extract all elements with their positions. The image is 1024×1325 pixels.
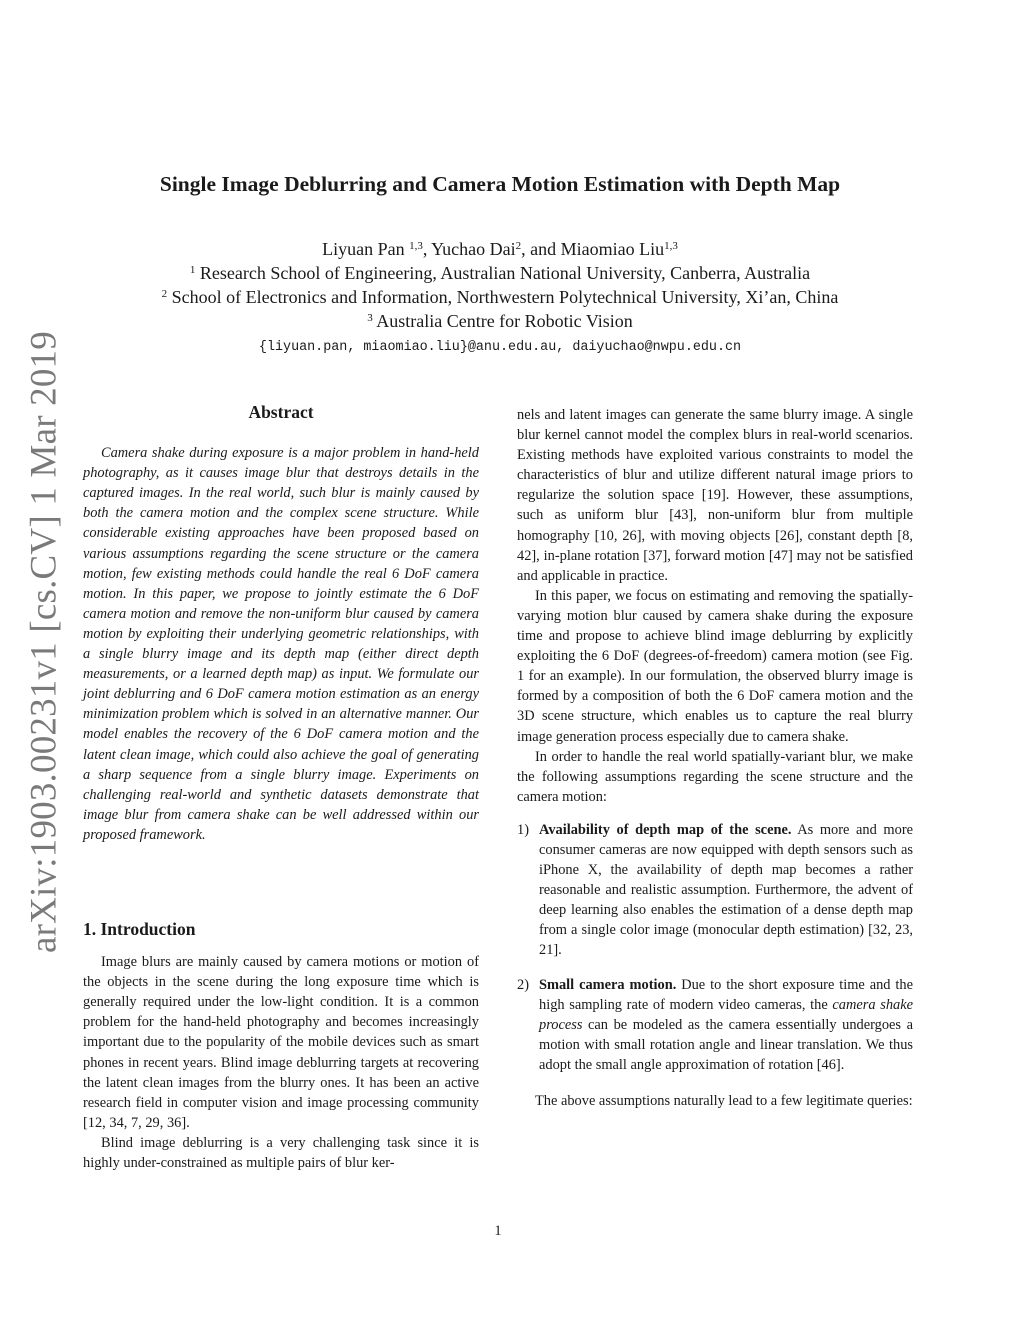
affiliation-mark: 1 (189, 264, 196, 276)
paper-title: Single Image Deblurring and Camera Motion Estimation with Depth Map (159, 172, 841, 196)
body-paragraph: In order to handle the real world spatially-variant blur, we make the following assumptions regarding the scene structure and the camera motion: (517, 748, 913, 805)
affiliation-mark: 3 (367, 312, 373, 324)
affiliation-2 (0, 286, 1000, 308)
assumption-list-item (517, 975, 913, 1075)
affiliation-text: Research School of Engineering, Australian National University, Canberra, Australia (195, 263, 811, 283)
body-paragraph: The above assumptions naturally lead to a few legitimate queries: (535, 1093, 913, 1109)
arxiv-stamp-text: arXiv:1903.00231v1 [cs.CV] 1 Mar 2019 (23, 331, 65, 953)
abstract-text: Camera shake during exposure is a major problem in hand-held photography, as it causes image blur that destroys details in the captured images. In the real world, such blur is mainly caused by both the camera motion and the complex scene structure. While considerable existing approaches have been proposed based on various assumptions regarding the scene structure or the camera motion, few existing methods could handle the real 6 DoF camera motion. In this paper, we propose to jointly estimate the 6 DoF camera motion and remove the non-uniform blur caused by camera motion by exploiting their underlying geometric relationships, with a single blurry image and its depth map (either direct depth measurements, or a learned depth map) as input. We formulate our joint deblurring and 6 DoF camera motion estimation as an energy minimization problem which is solved in an alternative manner. Our model enables the recovery of the 6 DoF camera motion and the latent clean image, which could also achieve the goal of generating a sharp sequence from a single blurry image. Experiments on challenging real-world and synthetic datasets demonstrate that image blur from camera shake can be well addressed within our proposed framework. (83, 445, 479, 843)
body-paragraph: nels and latent images can generate the same blurry image. A single blur kernel cannot model the complex blurs in real-world scenarios. Existing methods have exploited various constraints to model the characteristics of blur and utilize different natural image priors to regularize the solution space [19]. However, these assumptions, such as uniform blur [43], non-uniform blur from multiple homography [10, 26], with moving objects [26], constant depth [8, 42], in-plane rotation [37], forward motion [47] may not be satisfied and applicable in practice. (517, 407, 913, 584)
introduction-paragraph: Blind image deblurring is a very challenging task since it is highly under-constrained as multiple pairs of blur ker- (83, 1134, 479, 1172)
right-column (517, 405, 913, 1111)
author-name: , Yuchao Dai (422, 239, 516, 259)
assumption-list-item (517, 820, 913, 961)
author-affiliation-mark: 1,3 (664, 240, 678, 252)
affiliation-text: School of Electronics and Information, Northwestern Polytechnical University, Xi’an, China (167, 287, 839, 307)
affiliation-1 (0, 262, 1000, 284)
affiliation-3 (0, 310, 1000, 332)
list-marker: 1) (517, 821, 529, 838)
abstract-heading: Abstract (248, 402, 314, 422)
introduction-section (83, 919, 479, 1173)
affiliation-mark: 2 (161, 288, 168, 300)
assumption-text: can be modeled as the camera essentially undergoes a motion with small rotation angle and linear translation. We thus adopt the small angle approximation of rotation [46]. (539, 1016, 913, 1073)
assumption-text: Due to the short exposure time and the high sampling rate of modern video cameras, the (539, 976, 913, 1013)
body-paragraph: In this paper, we focus on estimating and removing the spatially-varying motion blur caused by camera shake during the exposure time and propose to achieve blind image deblurring by explicitly exploiting the 6 DoF (degrees-of-freedom) camera motion (see Fig. 1 for an example). In our formulation, the observed blurry image is formed by a composition of both the 6 DoF camera motion and the 3D scene structure, which enables us to capture the real blurry image generation process especially due to camera shake. (517, 587, 913, 745)
affiliation-text: Australia Centre for Robotic Vision (372, 311, 633, 331)
author-affiliation-mark: 2 (515, 240, 522, 252)
assumption-text: As more and more consumer cameras are now equipped with depth sensors such as iPhone X, the availability of depth map becomes a rather reasonable and realistic assumption. Furthermore, the advent of deep learning also enables the estimation of a dense depth map from a single color image (monocular depth estimation) [32, 23, 21]. (539, 821, 914, 959)
list-marker: 2) (517, 976, 529, 993)
introduction-heading: 1. Introduction (83, 919, 196, 939)
left-column (83, 402, 479, 845)
assumption-emphasis: camera shake process (539, 996, 913, 1033)
assumption-title: Availability of depth map of the scene. (539, 821, 792, 838)
author-list (0, 238, 1000, 260)
page-number: 1 (494, 1223, 502, 1239)
author-emails: {liyuan.pan, miaomiao.liu}@anu.edu.au, daiyuchao@nwpu.edu.cn (258, 340, 742, 355)
author-name: Liyuan Pan (322, 239, 410, 259)
author-affiliation-mark: 1,3 (409, 240, 423, 252)
assumption-title: Small camera motion. (539, 976, 677, 993)
author-name: , and Miaomiao Liu (521, 239, 665, 259)
introduction-paragraph: Image blurs are mainly caused by camera motions or motion of the objects in the scene during the long exposure time which is generally required under the low-light condition. It is a common problem for the hand-held photography and becomes increasingly important due to the popularity of the mobile devices such as smart phones in recent years. Blind image deblurring targets at recovering the latent clean images from the blurry ones. It has been an active research field in computer vision and image processing community [12, 34, 7, 29, 36]. (83, 954, 479, 1131)
